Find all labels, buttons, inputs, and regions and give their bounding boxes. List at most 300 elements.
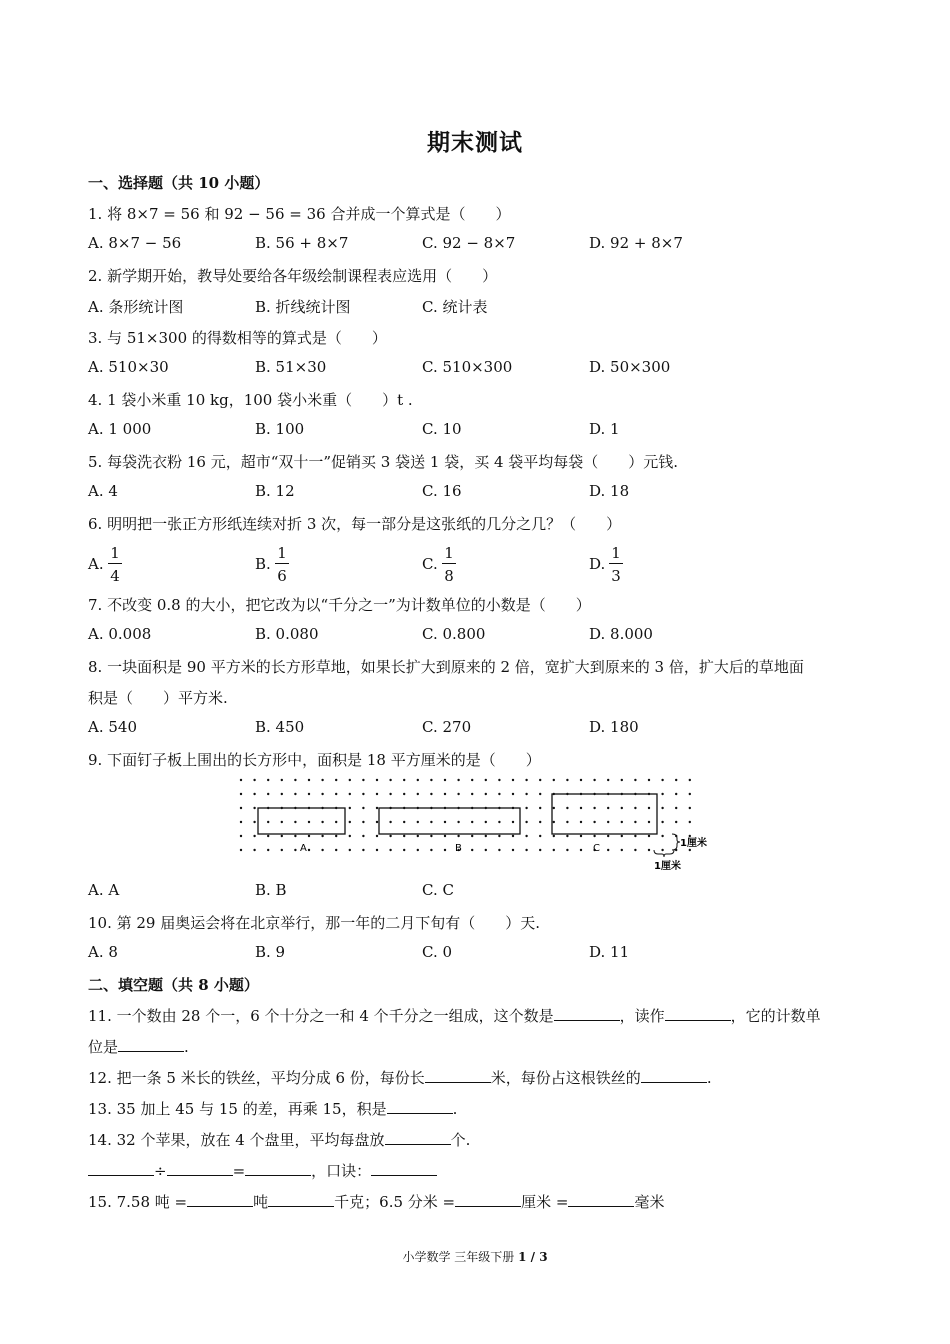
peg-dot bbox=[539, 793, 541, 795]
peg-dot bbox=[689, 779, 691, 781]
peg-dot bbox=[281, 793, 283, 795]
q11-text-5: . bbox=[184, 1038, 189, 1056]
peg-dot bbox=[430, 793, 432, 795]
q15-text-4: 厘米 = bbox=[521, 1193, 569, 1211]
fraction-c bbox=[442, 543, 456, 586]
option-c[interactable]: C. 0.800 bbox=[422, 625, 486, 643]
denominator: 3 bbox=[611, 567, 621, 585]
answer-blank[interactable] bbox=[167, 1161, 233, 1176]
option-a[interactable]: A. 8×7 − 56 bbox=[88, 234, 182, 252]
peg-dot bbox=[498, 821, 500, 823]
answer-blank[interactable] bbox=[387, 1099, 453, 1114]
answer-blank[interactable] bbox=[455, 1192, 521, 1207]
peg-dot bbox=[403, 779, 405, 781]
peg-dot bbox=[634, 807, 636, 809]
peg-dot bbox=[417, 835, 419, 837]
peg-dot bbox=[308, 793, 310, 795]
option-b[interactable]: B. 12 bbox=[255, 482, 295, 500]
peg-dot bbox=[403, 821, 405, 823]
option-d[interactable]: D. 11 bbox=[589, 943, 630, 961]
answer-blank[interactable] bbox=[554, 1006, 620, 1021]
peg-dot bbox=[362, 807, 364, 809]
peg-dot bbox=[661, 779, 663, 781]
option-d[interactable]: D. 8.000 bbox=[589, 625, 653, 643]
peg-dot bbox=[661, 793, 663, 795]
peg-dot bbox=[417, 793, 419, 795]
denominator: 8 bbox=[444, 567, 454, 585]
q11-text-3: ，它的计数单 bbox=[730, 1007, 821, 1025]
peg-dot bbox=[498, 849, 500, 851]
peg-dot bbox=[281, 849, 283, 851]
q15-text-2: 吨 bbox=[253, 1193, 269, 1211]
question-1: 1. 将 8×7 = 56 和 92 − 56 = 36 合并成一个算式是（ ） bbox=[88, 205, 511, 223]
numerator: 1 bbox=[609, 543, 623, 564]
peg-dot bbox=[417, 849, 419, 851]
peg-dot bbox=[512, 835, 514, 837]
peg-dot bbox=[485, 821, 487, 823]
question-13 bbox=[88, 1098, 457, 1119]
numerator: 1 bbox=[442, 543, 456, 564]
answer-blank[interactable] bbox=[187, 1192, 253, 1207]
rectangle-c bbox=[552, 794, 657, 834]
q15-text-1: 15. 7.58 吨 = bbox=[88, 1193, 188, 1211]
peg-dot bbox=[430, 835, 432, 837]
answer-blank[interactable] bbox=[245, 1161, 311, 1176]
option-c[interactable]: C. 10 bbox=[422, 420, 462, 438]
question-8-line-1: 8. 一块面积是 90 平方米的长方形草地，如果长扩大到原来的 2 倍，宽扩大到原来的 3 倍，扩大后的草地面 bbox=[88, 658, 804, 676]
q11-text-1: 11. 一个数由 28 个一，6 个十分之一和 4 个千分之一组成，这个数是 bbox=[88, 1007, 554, 1025]
peg-dot bbox=[566, 849, 568, 851]
peg-dot bbox=[253, 849, 255, 851]
denominator: 6 bbox=[277, 567, 287, 585]
peg-dot bbox=[661, 821, 663, 823]
peg-dot bbox=[553, 821, 555, 823]
peg-dot bbox=[457, 821, 459, 823]
peg-dot bbox=[240, 779, 242, 781]
figure-label-b: B bbox=[455, 843, 462, 854]
peg-dot bbox=[485, 793, 487, 795]
peg-dot bbox=[308, 821, 310, 823]
pegboard-figure bbox=[230, 772, 730, 872]
peg-dot bbox=[675, 793, 677, 795]
peg-dot bbox=[457, 793, 459, 795]
peg-dot bbox=[539, 821, 541, 823]
option-a[interactable]: A. 1 000 bbox=[88, 420, 152, 438]
peg-dot bbox=[553, 807, 555, 809]
peg-dot bbox=[240, 849, 242, 851]
peg-dot bbox=[621, 779, 623, 781]
peg-dot bbox=[580, 807, 582, 809]
q12-text-1: 12. 把一条 5 米长的铁丝，平均分成 6 份，每份长 bbox=[88, 1069, 425, 1087]
question-7: 7. 不改变 0.8 的大小，把它改为以“千分之一”为计数单位的小数是（ ） bbox=[88, 596, 591, 614]
option-c[interactable]: C. 16 bbox=[422, 482, 462, 500]
peg-dot bbox=[430, 779, 432, 781]
peg-dot bbox=[253, 779, 255, 781]
q14-text-1: 14. 32 个苹果，放在 4 个盘里，平均每盘放 bbox=[88, 1131, 385, 1149]
peg-dot bbox=[580, 835, 582, 837]
peg-dot bbox=[362, 821, 364, 823]
fraction-d bbox=[609, 543, 623, 586]
answer-blank[interactable] bbox=[425, 1068, 491, 1083]
option-b[interactable]: B. 450 bbox=[255, 718, 305, 736]
peg-dot bbox=[376, 849, 378, 851]
peg-dot bbox=[403, 835, 405, 837]
answer-blank[interactable] bbox=[568, 1192, 634, 1207]
peg-dot bbox=[525, 821, 527, 823]
peg-dot bbox=[607, 835, 609, 837]
peg-dot bbox=[498, 779, 500, 781]
numerator: 1 bbox=[108, 543, 122, 564]
peg-dot bbox=[607, 779, 609, 781]
unit-brace-horizontal bbox=[654, 850, 674, 857]
peg-dot bbox=[253, 793, 255, 795]
option-b[interactable]: B. 56 + 8×7 bbox=[255, 234, 349, 252]
peg-dot bbox=[403, 793, 405, 795]
peg-dot bbox=[580, 821, 582, 823]
option-a[interactable]: A. 8 bbox=[88, 943, 118, 961]
answer-blank[interactable] bbox=[268, 1192, 334, 1207]
question-5-options bbox=[88, 482, 868, 504]
peg-dot bbox=[661, 835, 663, 837]
peg-dot bbox=[512, 849, 514, 851]
peg-dot bbox=[689, 835, 691, 837]
peg-dot bbox=[444, 849, 446, 851]
peg-dot bbox=[648, 835, 650, 837]
peg-dot bbox=[621, 835, 623, 837]
peg-dot bbox=[661, 807, 663, 809]
peg-dot bbox=[362, 835, 364, 837]
peg-dot bbox=[593, 779, 595, 781]
question-3: 3. 与 51×300 的得数相等的算式是（ ） bbox=[88, 329, 387, 347]
peg-dot bbox=[417, 779, 419, 781]
figure-label-a: A bbox=[300, 843, 307, 854]
peg-dot bbox=[566, 779, 568, 781]
q11-text-4: 位是 bbox=[88, 1038, 119, 1056]
peg-dot bbox=[525, 849, 527, 851]
pegboard-dots bbox=[240, 779, 691, 851]
option-d[interactable]: D. 50×300 bbox=[589, 358, 671, 376]
peg-dot bbox=[389, 835, 391, 837]
answer-blank[interactable] bbox=[665, 1006, 731, 1021]
peg-dot bbox=[675, 821, 677, 823]
peg-dot bbox=[457, 835, 459, 837]
peg-dot bbox=[471, 793, 473, 795]
question-14-equation bbox=[88, 1160, 437, 1181]
peg-dot bbox=[294, 849, 296, 851]
q14-text-3: ，口诀： bbox=[311, 1162, 372, 1180]
peg-dot bbox=[553, 835, 555, 837]
peg-dot bbox=[267, 835, 269, 837]
page-footer bbox=[0, 1248, 950, 1265]
peg-dot bbox=[525, 779, 527, 781]
option-d[interactable]: D. 92 + 8×7 bbox=[589, 234, 683, 252]
peg-dot bbox=[634, 821, 636, 823]
fraction-a bbox=[108, 543, 122, 586]
peg-dot bbox=[362, 793, 364, 795]
option-b[interactable]: B. 折线统计图 bbox=[255, 298, 351, 316]
peg-dot bbox=[294, 779, 296, 781]
peg-dot bbox=[689, 807, 691, 809]
peg-dot bbox=[417, 821, 419, 823]
peg-dot bbox=[566, 821, 568, 823]
peg-dot bbox=[308, 835, 310, 837]
peg-dot bbox=[349, 821, 351, 823]
option-a[interactable]: A. 条形统计图 bbox=[88, 298, 184, 316]
peg-dot bbox=[512, 779, 514, 781]
footer-text: 小学数学 三年级下册 bbox=[402, 1250, 515, 1264]
option-b[interactable]: B. B bbox=[255, 881, 287, 899]
answer-blank[interactable] bbox=[371, 1161, 437, 1176]
question-7-options bbox=[88, 625, 868, 647]
peg-dot bbox=[349, 835, 351, 837]
option-a[interactable]: A. A bbox=[88, 881, 120, 899]
peg-dot bbox=[580, 849, 582, 851]
peg-dot bbox=[607, 807, 609, 809]
answer-blank[interactable] bbox=[641, 1068, 707, 1083]
question-8-line-2: 积是（ ）平方米. bbox=[88, 689, 228, 707]
option-a[interactable]: A. 540 bbox=[88, 718, 137, 736]
peg-dot bbox=[689, 821, 691, 823]
q12-text-3: . bbox=[706, 1069, 712, 1087]
option-c[interactable]: C. 270 bbox=[422, 718, 472, 736]
peg-dot bbox=[389, 849, 391, 851]
question-11-line-2 bbox=[88, 1036, 189, 1057]
q11-text-2: ，读作 bbox=[619, 1007, 665, 1025]
denominator: 4 bbox=[110, 567, 120, 585]
peg-dot bbox=[444, 793, 446, 795]
option-d-label: D. bbox=[589, 555, 606, 573]
peg-dot bbox=[634, 835, 636, 837]
peg-dot bbox=[389, 793, 391, 795]
option-a[interactable]: A. 0.008 bbox=[88, 625, 152, 643]
answer-blank[interactable] bbox=[118, 1037, 184, 1052]
question-6-options bbox=[88, 543, 868, 589]
peg-dot bbox=[593, 835, 595, 837]
peg-dot bbox=[240, 821, 242, 823]
peg-dot bbox=[444, 779, 446, 781]
question-4: 4. 1 袋小米重 10 kg，100 袋小米重（ ）t . bbox=[88, 391, 413, 409]
peg-dot bbox=[308, 849, 310, 851]
peg-dot bbox=[294, 793, 296, 795]
peg-dot bbox=[335, 821, 337, 823]
peg-dot bbox=[308, 779, 310, 781]
option-d[interactable]: D. 180 bbox=[589, 718, 639, 736]
peg-dot bbox=[253, 821, 255, 823]
option-b[interactable]: B. 9 bbox=[255, 943, 286, 961]
peg-dot bbox=[566, 835, 568, 837]
question-12 bbox=[88, 1067, 712, 1088]
peg-dot bbox=[471, 779, 473, 781]
peg-dot bbox=[539, 849, 541, 851]
peg-dot bbox=[525, 807, 527, 809]
peg-dot bbox=[240, 793, 242, 795]
peg-dot bbox=[321, 793, 323, 795]
peg-dot bbox=[376, 807, 378, 809]
option-c[interactable]: C. 统计表 bbox=[422, 298, 488, 316]
peg-dot bbox=[485, 835, 487, 837]
peg-dot bbox=[281, 835, 283, 837]
peg-dot bbox=[580, 779, 582, 781]
equals-sign: = bbox=[232, 1162, 246, 1180]
option-b[interactable]: B. 51×30 bbox=[255, 358, 327, 376]
page-title: 期末测试 bbox=[427, 129, 523, 156]
peg-dot bbox=[457, 779, 459, 781]
peg-dot bbox=[471, 849, 473, 851]
peg-dot bbox=[621, 807, 623, 809]
peg-dot bbox=[539, 779, 541, 781]
option-a-label: A. bbox=[88, 555, 104, 573]
question-1-options bbox=[88, 234, 868, 256]
option-c[interactable]: C. 92 − 8×7 bbox=[422, 234, 516, 252]
peg-dot bbox=[253, 807, 255, 809]
peg-dot bbox=[675, 779, 677, 781]
peg-dot bbox=[498, 835, 500, 837]
peg-dot bbox=[335, 849, 337, 851]
question-14 bbox=[88, 1129, 470, 1150]
peg-dot bbox=[689, 849, 691, 851]
option-b[interactable]: B. 0.080 bbox=[255, 625, 319, 643]
peg-dot bbox=[634, 779, 636, 781]
numerator: 1 bbox=[275, 543, 289, 564]
peg-dot bbox=[525, 793, 527, 795]
question-8-options bbox=[88, 718, 868, 740]
rectangle-a bbox=[258, 808, 345, 834]
peg-dot bbox=[281, 821, 283, 823]
option-c-label: C. bbox=[422, 555, 438, 573]
unit-label-horizontal: 1厘米 bbox=[654, 861, 681, 872]
peg-dot bbox=[539, 807, 541, 809]
peg-dot bbox=[553, 849, 555, 851]
peg-dot bbox=[321, 835, 323, 837]
option-d[interactable]: D. 18 bbox=[589, 482, 630, 500]
question-2-options bbox=[88, 296, 868, 318]
peg-dot bbox=[648, 821, 650, 823]
section-heading-choice: 一、选择题（共 10 小题） bbox=[88, 174, 270, 192]
unit-label-vertical: 1厘米 bbox=[680, 838, 707, 849]
answer-blank[interactable] bbox=[88, 1161, 154, 1176]
peg-dot bbox=[335, 793, 337, 795]
question-9: 9. 下面钉子板上围出的长方形中，面积是 18 平方厘米的是（ ） bbox=[88, 751, 541, 769]
question-10: 10. 第 29 届奥运会将在北京举行，那一年的二月下旬有（ ）天. bbox=[88, 914, 541, 932]
answer-blank[interactable] bbox=[385, 1130, 451, 1145]
peg-dot bbox=[430, 849, 432, 851]
question-10-options bbox=[88, 943, 868, 965]
peg-dot bbox=[553, 779, 555, 781]
peg-dot bbox=[471, 821, 473, 823]
page-number: 1 / 3 bbox=[518, 1250, 548, 1264]
peg-dot bbox=[403, 849, 405, 851]
peg-dot bbox=[294, 821, 296, 823]
peg-dot bbox=[675, 807, 677, 809]
option-a[interactable]: A. 510×30 bbox=[88, 358, 169, 376]
peg-dot bbox=[389, 821, 391, 823]
peg-dot bbox=[349, 807, 351, 809]
q14-text-2: 个. bbox=[450, 1131, 471, 1149]
section-heading-fill: 二、填空题（共 8 小题） bbox=[88, 976, 259, 994]
peg-dot bbox=[294, 835, 296, 837]
q12-text-2: 米，每份占这根铁丝的 bbox=[490, 1069, 641, 1087]
peg-dot bbox=[335, 779, 337, 781]
divide-sign: ÷ bbox=[154, 1162, 167, 1180]
peg-dot bbox=[566, 807, 568, 809]
fraction-b bbox=[275, 543, 289, 586]
peg-dot bbox=[648, 849, 650, 851]
peg-dot bbox=[362, 779, 364, 781]
peg-dot bbox=[267, 821, 269, 823]
option-a[interactable]: A. 4 bbox=[88, 482, 118, 500]
peg-dot bbox=[362, 849, 364, 851]
peg-dot bbox=[607, 821, 609, 823]
peg-dot bbox=[539, 835, 541, 837]
peg-dot bbox=[281, 779, 283, 781]
question-15 bbox=[88, 1191, 664, 1212]
peg-dot bbox=[321, 849, 323, 851]
peg-dot bbox=[648, 807, 650, 809]
peg-dot bbox=[376, 793, 378, 795]
question-6: 6. 明明把一张正方形纸连续对折 3 次，每一部分是这张纸的几分之几？（ ） bbox=[88, 515, 622, 533]
q13-text-1: 13. 35 加上 45 与 15 的差，再乘 15，积是 bbox=[88, 1100, 387, 1118]
peg-dot bbox=[389, 779, 391, 781]
q15-text-3: 千克；6.5 分米 = bbox=[334, 1193, 456, 1211]
peg-dot bbox=[593, 821, 595, 823]
peg-dot bbox=[444, 821, 446, 823]
peg-dot bbox=[349, 793, 351, 795]
q13-text-2: . bbox=[452, 1100, 458, 1118]
peg-dot bbox=[349, 849, 351, 851]
peg-dot bbox=[376, 835, 378, 837]
peg-dot bbox=[376, 821, 378, 823]
option-d[interactable]: D. 1 bbox=[589, 420, 620, 438]
option-b[interactable]: B. 100 bbox=[255, 420, 305, 438]
peg-dot bbox=[267, 793, 269, 795]
peg-dot bbox=[349, 779, 351, 781]
peg-dot bbox=[512, 793, 514, 795]
question-11-line-1 bbox=[88, 1005, 821, 1026]
question-9-options bbox=[88, 881, 868, 903]
peg-dot bbox=[648, 779, 650, 781]
q15-text-5: 毫米 bbox=[634, 1193, 665, 1211]
peg-dot bbox=[661, 849, 663, 851]
peg-dot bbox=[498, 793, 500, 795]
peg-dot bbox=[376, 779, 378, 781]
peg-dot bbox=[240, 807, 242, 809]
peg-dot bbox=[321, 779, 323, 781]
question-3-options bbox=[88, 358, 868, 380]
peg-dot bbox=[485, 779, 487, 781]
peg-dot bbox=[430, 821, 432, 823]
peg-dot bbox=[253, 835, 255, 837]
peg-dot bbox=[267, 779, 269, 781]
peg-dot bbox=[689, 793, 691, 795]
peg-dot bbox=[607, 849, 609, 851]
option-c[interactable]: C. 0 bbox=[422, 943, 453, 961]
option-c[interactable]: C. C bbox=[422, 881, 454, 899]
peg-dot bbox=[621, 821, 623, 823]
figure-label-c: C bbox=[593, 843, 600, 854]
peg-dot bbox=[525, 835, 527, 837]
peg-dot bbox=[485, 849, 487, 851]
peg-dot bbox=[240, 835, 242, 837]
option-b-label: B. bbox=[255, 555, 271, 573]
question-2: 2. 新学期开始，教导处要给各年级绘制课程表应选用（ ） bbox=[88, 267, 498, 285]
peg-dot bbox=[593, 807, 595, 809]
peg-dot bbox=[512, 821, 514, 823]
option-c[interactable]: C. 510×300 bbox=[422, 358, 513, 376]
peg-dot bbox=[444, 835, 446, 837]
peg-dot bbox=[471, 835, 473, 837]
peg-dot bbox=[335, 835, 337, 837]
peg-dot bbox=[267, 849, 269, 851]
